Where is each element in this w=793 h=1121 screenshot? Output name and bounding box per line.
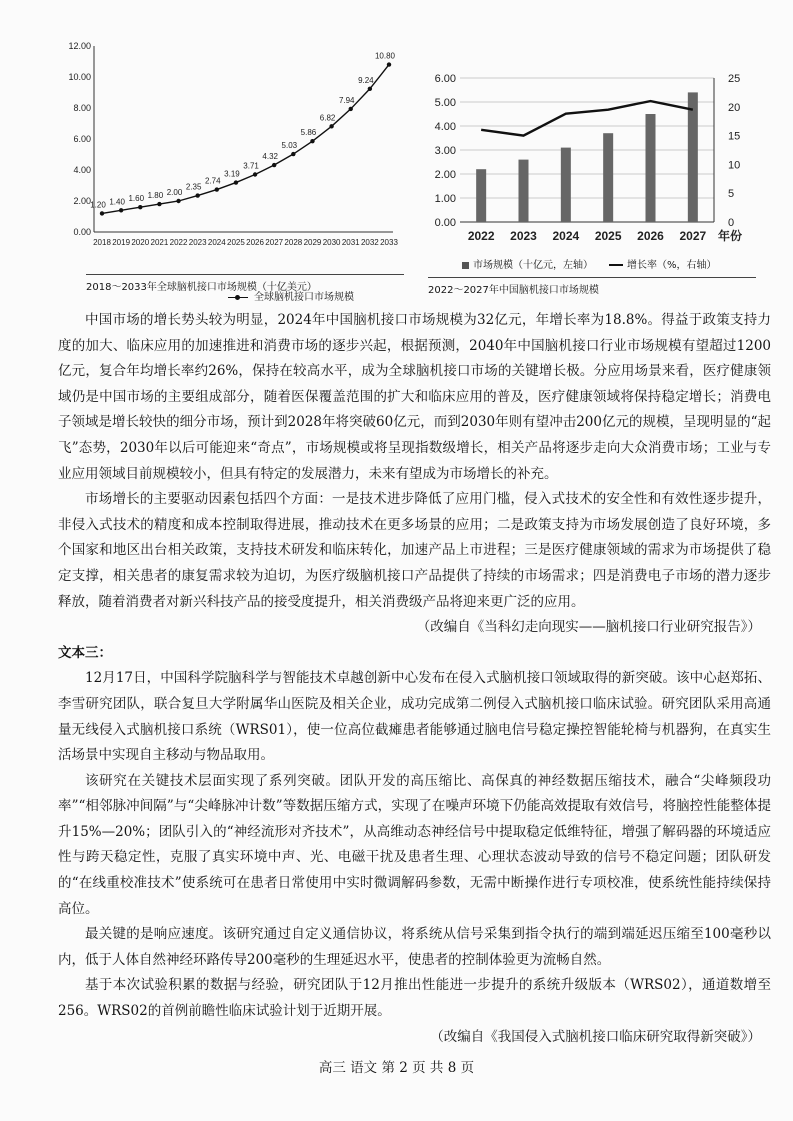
right-tick-label: 0 bbox=[728, 217, 735, 229]
chart2-legend bbox=[462, 256, 717, 271]
y-tick-label: 4.00 bbox=[73, 165, 91, 175]
x-tick-label: 2030 bbox=[322, 238, 341, 247]
paragraph-drivers: 市场增长的主要驱动因素包括四个方面：一是技术进步降低了应用门槛，侵入式技术的安全性和有效性逐步提升，非侵入式技术的精度和成本控制取得进展，推动技术在更多场景的应用；二是政策支持为市场发展创造了良好环境，多个国家和地区出台相关政策，支持技术研发和临床转化，加速产品上市进程；三是医疗健康领域的需求为市场提供了稳定支撑，相关患者的康复需求较为迫切，为医疗级脑机接口产品提供了持续的市场需求；四是消费电子市场的潜力逐步释放，随着消费者对新兴科技产品的接受度提升，相关消费级产品将迎来更广泛的应用。 bbox=[58, 491, 771, 610]
bar bbox=[688, 92, 698, 222]
data-point bbox=[195, 193, 199, 197]
right-tick-label: 15 bbox=[728, 130, 741, 143]
data-label: 1.60 bbox=[128, 194, 145, 204]
chart2-caption: 2022～2027年中国脑机接口市场规模 bbox=[428, 277, 756, 296]
data-point bbox=[157, 202, 161, 206]
data-label: 9.24 bbox=[358, 75, 374, 85]
chart2-legend-bar-label: 市场规模（十亿元，左轴） bbox=[473, 260, 593, 271]
right-tick-label: 10 bbox=[728, 159, 741, 172]
x-tick-label: 2027 bbox=[679, 229, 707, 243]
data-label: 2.74 bbox=[205, 176, 221, 186]
data-label: 2.35 bbox=[185, 182, 202, 192]
bar bbox=[519, 160, 529, 222]
left-tick-label: 4.00 bbox=[434, 121, 456, 133]
data-point bbox=[291, 152, 295, 156]
text-three-heading: 文本三： bbox=[58, 644, 112, 661]
left-tick-label: 6.00 bbox=[434, 73, 456, 85]
right-tick-label: 25 bbox=[728, 73, 741, 85]
x-unit-label: 年份 bbox=[717, 229, 743, 243]
left-tick-label: 3.00 bbox=[434, 145, 456, 157]
bar bbox=[561, 148, 571, 222]
data-label: 1.20 bbox=[90, 200, 106, 210]
x-tick-label: 2033 bbox=[380, 238, 398, 247]
paragraph-response-speed: 最关键的是响应速度。该研究通过自定义通信协议，将系统从信号采集到指令执行的端到端延迟压缩至100毫秒以内，低于人体自然神经环路传导200毫秒的生理延迟水平，使患者的控制体验更为流畅自然。 bbox=[58, 926, 771, 968]
data-label: 2.00 bbox=[166, 188, 183, 197]
x-tick-label: 2025 bbox=[594, 229, 622, 243]
x-tick-label: 2029 bbox=[303, 238, 322, 247]
data-point bbox=[368, 87, 372, 91]
right-tick-label: 20 bbox=[728, 101, 741, 114]
global-bci-market-chart bbox=[58, 34, 410, 303]
data-point bbox=[253, 172, 257, 176]
article-body bbox=[58, 308, 771, 1050]
paragraph-china-market: 中国市场的增长势头较为明显，2024年中国脑机接口市场规模为32亿元，年增长率为18.8%。得益于政策支持力度的加大、临床应用的加速推进和消费市场的逐步兴起，根据预测，2040年中国脑机接口行业市场规模有望超过1200亿元，复合年均增长率约26%，保持在较高水平，成为全球脑机接口市场的关键增长极。分应用场景来看，医疗健康领域仍是中国市场的主要组成部分，随着医保覆盖范围的扩大和临床应用的普及，医疗健康领域将保持稳定增长；消费电子领域是增长较快的细分市场，预计到2028年将突破60亿元，而到2030年则有望冲击200亿元的规模，呈现明显的“起飞”态势，2030年以后可能迎来“奇点”，市场规模或将呈现指数级增长，相关产品将逐步走向大众消费市场；工业与专业应用领域目前规模较小，但具有特定的发展潜力，未来有望成为市场增长的补充。 bbox=[58, 312, 771, 482]
data-point bbox=[138, 205, 142, 209]
data-point bbox=[387, 62, 391, 66]
x-tick-label: 2026 bbox=[246, 238, 264, 247]
data-label: 10.80 bbox=[374, 51, 396, 61]
paragraph-breakthrough: 12月17日，中国科学院脑科学与智能技术卓越创新中心发布在侵入式脑机接口领域取得的新突破。该中心赵郑拓、李雪研究团队，联合复旦大学附属华山医院及相关企业，成功完成第二例侵入式脑机接口临床试验。研究团队采用高通量无线侵入式脑机接口系统（WRS01），使一位高位截瘫患者能够通过脑电信号稳定操控智能轮椅与机器狗，在真实生活场景中实现自主移动与物品取用。 bbox=[58, 670, 771, 764]
x-tick-label: 2026 bbox=[637, 229, 664, 243]
x-tick-label: 2019 bbox=[112, 238, 131, 247]
source-note-2: （改编自《我国侵入式脑机接口临床研究取得新突破》） bbox=[430, 1028, 761, 1045]
data-point bbox=[176, 199, 180, 203]
chart2-legend-line-label: 增长率（%，右轴） bbox=[627, 260, 717, 271]
right-tick-label: 5 bbox=[728, 188, 735, 201]
global-bci-line-chart-svg bbox=[58, 34, 410, 292]
x-tick-label: 2024 bbox=[207, 238, 226, 247]
data-label: 1.80 bbox=[147, 191, 164, 201]
series-line bbox=[102, 65, 389, 214]
x-tick-label: 2023 bbox=[188, 238, 207, 247]
data-point bbox=[329, 124, 333, 128]
paragraph-wrs02: 基于本次试验积累的数据与经验，研究团队于12月推出性能进一步提升的系统升级版本（WRS02），通道数增至256。WRS02的首例前瞻性临床试验计划于近期开展。 bbox=[58, 977, 771, 1020]
data-label: 3.71 bbox=[243, 161, 259, 171]
bar-swatch-icon bbox=[462, 262, 469, 269]
data-point bbox=[234, 180, 238, 184]
x-tick-label: 2021 bbox=[150, 238, 169, 247]
data-label: 7.94 bbox=[338, 95, 355, 105]
data-label: 4.32 bbox=[262, 152, 278, 162]
data-label: 1.40 bbox=[109, 197, 125, 207]
x-tick-label: 2020 bbox=[131, 238, 150, 247]
bar bbox=[603, 133, 613, 222]
bar bbox=[476, 169, 486, 222]
x-tick-label: 2024 bbox=[552, 229, 580, 243]
x-tick-label: 2018 bbox=[93, 238, 111, 247]
y-tick-label: 6.00 bbox=[73, 134, 91, 144]
data-label: 6.82 bbox=[319, 113, 336, 123]
x-tick-label: 2031 bbox=[341, 238, 360, 247]
x-tick-label: 2025 bbox=[227, 238, 245, 247]
x-tick-label: 2022 bbox=[467, 229, 495, 243]
left-tick-label: 5.00 bbox=[434, 97, 456, 109]
paragraph-key-tech: 该研究在关键技术层面实现了系列突破。团队开发的高压缩比、高保真的神经数据压缩技术，融合“尖峰频段功率”“相邻脉冲间隔”与“尖峰脉冲计数”等数据压缩方式，实现了在噪声环境下仍能高效提取有效信号，将脑控性能整体提升15%—20%；团队引入的“神经流形对齐技术”，从高维动态神经信号中提取稳定低维特征，增强了解码器的环境适应性与跨天稳定性，克服了真实环境中声、光、电磁干扰及患者生理、心理状态波动导致的信号不稳定问题；团队研发的“在线重校准技术”使系统可在患者日常使用中实时微调解码参数，无需中断操作进行专项校准，使系统性能持续保持高位。 bbox=[58, 772, 771, 917]
x-tick-label: 2028 bbox=[284, 238, 303, 247]
page-footer: 高三 语文 第 2 页 共 8 页 bbox=[318, 1060, 475, 1076]
chart1-legend-label: 全球脑机接口市场规模 bbox=[254, 292, 354, 303]
data-label: 5.03 bbox=[281, 141, 298, 151]
line-swatch-icon bbox=[609, 264, 623, 266]
y-tick-label: 8.00 bbox=[73, 103, 91, 113]
data-point bbox=[119, 208, 123, 212]
left-tick-label: 0.00 bbox=[434, 217, 456, 229]
data-point bbox=[349, 107, 353, 111]
data-label: 3.19 bbox=[224, 169, 240, 179]
y-tick-label: 0.00 bbox=[73, 227, 91, 237]
y-tick-label: 10.00 bbox=[68, 72, 91, 82]
data-label: 5.86 bbox=[300, 128, 317, 138]
x-tick-label: 2023 bbox=[510, 229, 537, 243]
x-tick-label: 2022 bbox=[169, 238, 188, 247]
data-point bbox=[215, 187, 219, 191]
left-tick-label: 1.00 bbox=[434, 193, 456, 205]
line-marker-icon bbox=[228, 297, 248, 298]
source-note-1: （改编自《当科幻走向现实——脑机接口行业研究报告》） bbox=[416, 619, 761, 636]
x-tick-label: 2032 bbox=[360, 238, 379, 247]
data-point bbox=[272, 163, 276, 167]
data-point bbox=[100, 211, 104, 215]
chart1-caption: 2018～2033年全球脑机接口市场规模（十亿美元） bbox=[86, 274, 404, 293]
x-tick-label: 2027 bbox=[265, 238, 284, 247]
y-tick-label: 12.00 bbox=[68, 41, 91, 51]
y-tick-label: 2.00 bbox=[73, 196, 91, 206]
data-point bbox=[310, 139, 314, 143]
left-tick-label: 2.00 bbox=[434, 169, 456, 181]
bar bbox=[646, 114, 656, 222]
growth-rate-line bbox=[481, 101, 693, 136]
